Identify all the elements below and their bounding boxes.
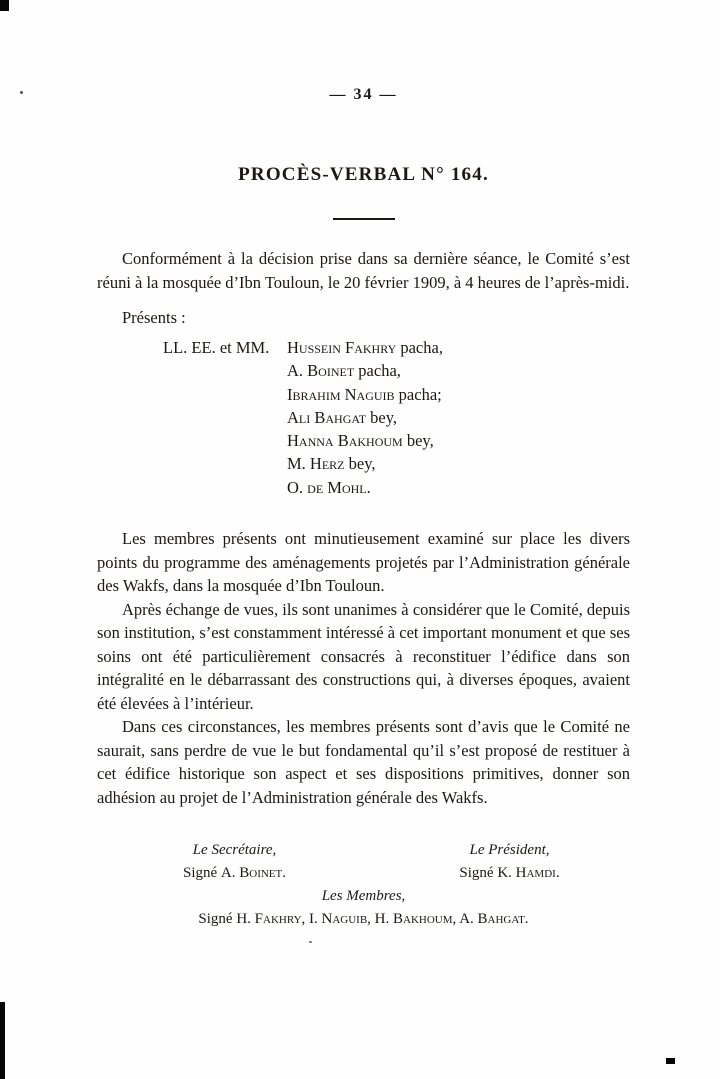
title-divider-rule [333,218,395,220]
scan-artifact-top-left [0,0,9,11]
members-role: Les Membres, [321,888,406,905]
attendee-suffix: pacha; [398,384,442,404]
attendee-row [163,452,630,475]
attendee-row [163,476,630,499]
document-title: PROCÈS-VERBAL N° 164. [238,164,489,185]
attendee-name: A. Boinet [287,361,355,381]
signature-roles-row [97,839,630,862]
attendee-suffix: bey, [348,454,376,474]
attendee-name: O. de Mohl. [287,477,371,497]
attendee-name: Ali Bahgat [287,407,367,427]
attendee-name: Hanna Bakhoum [287,431,403,451]
attendee-row [163,406,630,429]
attendee-suffix: bey, [370,407,398,427]
attendee-row [163,429,630,452]
page-number: — 34 — [329,86,398,103]
president-name: K. Hamdi. [497,865,560,882]
attendee-list [163,336,630,499]
attendee-name: Ibrahim Naguib [287,384,395,404]
attendee-suffix: pacha, [400,338,443,357]
body-text [97,527,630,809]
attendee-row [163,383,630,406]
attendee-name: Hussein Fakhry [287,338,397,357]
signe-label: Signé [198,911,233,928]
body-paragraph-3: Dans ces circonstances, les membres présents sont d’avis que le Comité ne saurait, sans perdre de vue le but fondamental qu’il s’est proposé de restituer à cet édifice historique son aspect et ses dispositions primitives, donner son adhésion au projet de l’Administration générale des Wakfs. [97,717,630,807]
attendee-row [163,359,630,382]
signe-label: Signé [183,865,218,882]
attendee-prefix: LL. EE. et MM. [163,338,270,357]
intro-paragraph: Conformément à la décision prise dans sa dernière séance, le Comité s’est réuni à la mosquée d’Ibn Touloun, le 20 février 1909, à 4 heures de l’après-midi. [97,249,630,292]
signature-block [97,839,630,931]
secretary-role: Le Secrétaire, [192,842,277,859]
attendee-suffix: bey, [406,431,434,451]
attendee-name: M. Herz [287,454,345,474]
attendee-suffix: pacha, [358,361,401,381]
body-paragraph-1: Les membres présents ont minutieusement examiné sur place les divers points du programme des aménagements projetés par l’Administration générale des Wakfs, dans la mosquée d’Ibn Touloun. [97,529,630,596]
members-names: H. Fakhry, I. Naguib, H. Bakhoum, A. Bahgat. [236,911,529,928]
president-role: Le Président, [469,842,550,859]
scan-artifact-dot [309,941,312,943]
scan-artifact-dot [20,91,23,94]
secretary-signature [122,862,347,885]
president-signature [397,862,622,885]
body-paragraph-2: Après échange de vues, ils sont unanimes à considérer que le Comité, depuis son institution, s’est constamment intéressé à cet important monument et que ses soins ont été particulièrement consacrés à reconstituer l’édifice dans son intégralité en le débarrassant des constructions qui, à diverses époques, avaient été élevées à l’intérieur. [97,599,630,713]
secretary-name: A. Boinet. [220,865,286,882]
scan-artifact-left-edge [0,1002,5,1079]
scan-artifact-bottom-right [666,1058,675,1064]
attendee-row [163,336,630,359]
signe-label: Signé [459,865,494,882]
members-signature [97,908,630,931]
signature-names-row [97,862,630,885]
presents-label: Présents : [122,308,186,327]
